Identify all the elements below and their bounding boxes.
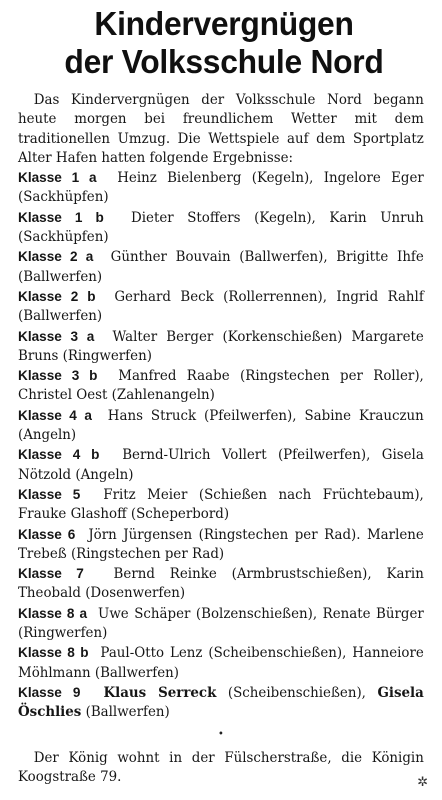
result-entry — [18, 525, 424, 565]
result-entry — [18, 366, 424, 406]
class-label: Klasse 9 — [18, 684, 81, 700]
result-entry — [18, 168, 424, 208]
class-label: Klasse 6 — [18, 526, 76, 542]
winner-event: (Scheibenschießen), — [227, 684, 366, 701]
class-label: Klasse 2 a — [18, 249, 94, 265]
class-label: Klasse 8 b — [18, 645, 89, 661]
closing-paragraph: Der König wohnt in der Fülscherstraße, die Königin Koogstraße 79. — [18, 749, 424, 785]
result-text: Paul-Otto Lenz (Scheibenschießen), Hanneiore Möhlmann (Ballwerfen) — [18, 645, 424, 681]
result-entry — [18, 643, 424, 683]
result-text: Hans Struck (Pfeilwerfen), Sabine Krauczun (Angeln) — [18, 407, 424, 444]
result-entry — [18, 327, 424, 367]
article-headline — [28, 6, 419, 82]
result-text: Uwe Schäper (Bolzenschießen), Renate Bürger (Ringwerfen) — [18, 605, 424, 642]
result-entry — [18, 247, 424, 287]
result-text: Heinz Bielenberg (Kegeln), Ingelore Eger (Sackhüpfen) — [18, 170, 424, 206]
result-entry — [18, 406, 424, 446]
winner-name: Gisela Öschlies — [18, 684, 424, 721]
result-text: Fritz Meier (Schießen nach Früchtebaum), Frauke Glashoff (Scheperbord) — [18, 486, 424, 523]
result-text: Jörn Jürgensen (Ringstechen per Rad). Marlene Trebeß (Ringstechen per Rad) — [18, 526, 424, 562]
result-entry — [18, 485, 424, 525]
class-label: Klasse 1 a — [18, 170, 97, 186]
class-label: Klasse 5 — [18, 486, 81, 502]
result-entry — [18, 445, 424, 485]
result-entry-klasse-9 — [18, 683, 424, 723]
results-list — [18, 168, 424, 683]
winner-name: Klaus Serreck — [103, 684, 217, 701]
class-label: Klasse 8 a — [18, 605, 88, 621]
result-entry — [18, 208, 424, 248]
star-ornament-icon: ✲ — [417, 775, 428, 790]
result-text: Dieter Stoffers (Kegeln), Karin Unruh (Sackhüpfen) — [18, 209, 424, 246]
article-body — [18, 91, 424, 787]
headline-line-2: der Volksschule Nord — [64, 44, 384, 81]
intro-paragraph: Das Kindervergnügen der Volksschule Nord begann heute morgen bei freundlichem Wetter mit dem traditionellen Umzug. Die Wettspiele auf dem Sportplatz Alter Hafen hatten folgende Ergebnisse: — [18, 92, 424, 166]
section-divider: • — [218, 728, 224, 740]
class-label: Klasse 3 b — [18, 368, 98, 384]
result-text: Bernd-Ulrich Vollert (Pfeilwerfen), Gisela Nötzold (Angeln) — [18, 447, 424, 483]
result-text: Walter Berger (Korkenschießen) Margarete Bruns (Ringwerfen) — [18, 328, 424, 364]
headline-line-1: Kindervergnügen — [94, 6, 354, 43]
class-label: Klasse 7 — [18, 566, 84, 582]
class-label: Klasse 4 a — [18, 407, 92, 423]
result-text: Manfred Raabe (Ringstechen per Roller), Christel Oest (Zahlenangeln) — [18, 368, 424, 404]
class-label: Klasse 4 b — [18, 447, 100, 463]
result-entry — [18, 564, 424, 604]
result-text: Gerhard Beck (Rollerrennen), Ingrid Rahlf (Ballwerfen) — [18, 288, 424, 325]
class-label: Klasse 2 b — [18, 288, 96, 304]
class-label: Klasse 3 a — [18, 328, 95, 344]
result-text: Bernd Reinke (Armbrustschießen), Karin Theobald (Dosenwerfen) — [18, 566, 424, 602]
class-label: Klasse 1 b — [18, 209, 104, 225]
result-entry — [18, 287, 424, 327]
winner-event: (Ballwerfen) — [85, 704, 170, 721]
result-entry — [18, 604, 424, 644]
result-text: Günther Bouvain (Ballwerfen), Brigitte Ihfe (Ballwerfen) — [18, 249, 424, 285]
